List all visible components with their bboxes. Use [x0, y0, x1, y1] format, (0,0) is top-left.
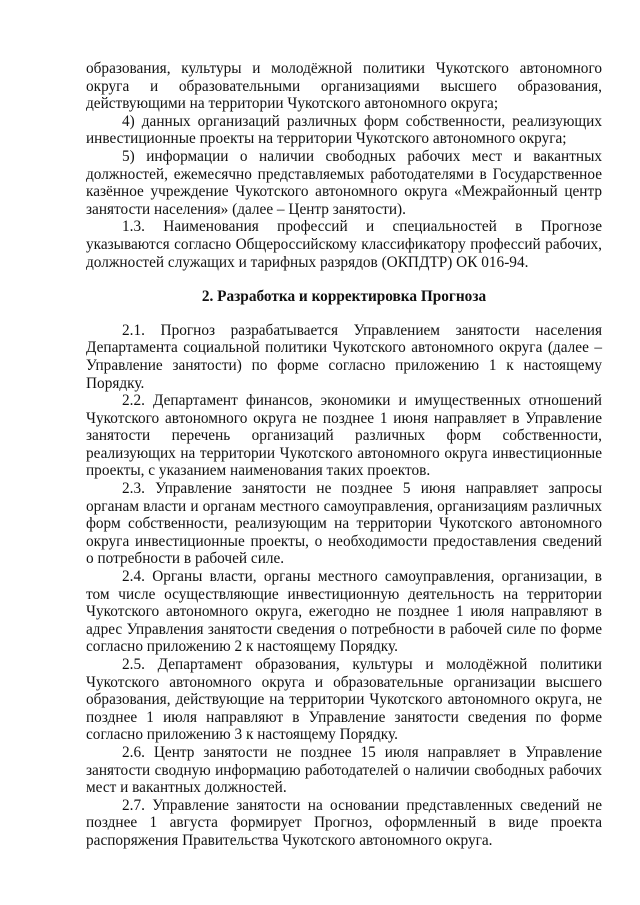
paragraph-item-4: 4) данных организаций различных форм собственности, реализующих инвестиционные проекты на территории Чукотского автономного округа;	[86, 112, 602, 148]
heading-spacer	[86, 306, 602, 322]
paragraph-2-7: 2.7. Управление занятости на основании представленных сведений не позднее 1 августа формирует Прогноз, оформленный в виде проекта распоряжения Правительства Чукотского автономного округа.	[86, 796, 602, 849]
paragraph-2-6: 2.6. Центр занятости не позднее 15 июля направляет в Управление занятости сводную информацию работодателей о наличии свободных рабочих мест и вакантных должностей.	[86, 743, 602, 797]
paragraph-2-3: 2.3. Управление занятости не позднее 5 июня направляет запросы органам власти и органам местного самоуправления, организациям различных форм собственности, реализующим на территории Чукотского автономного округа инвестиционные проекты, о необходимости предоставления сведений о потребности в рабочей силе.	[86, 480, 602, 568]
section-spacer	[86, 271, 602, 288]
paragraph-2-4: 2.4. Органы власти, органы местного самоуправления, организации, в том числе осуществляющие инвестиционную деятельность на территории Чукотского автономного округа, ежегодно не позднее 1 июля направляют в адрес Управления занятости сведения о потребности в рабочей силе по форме согласно приложению 2 к настоящему Порядку.	[86, 568, 602, 656]
paragraph-1-3: 1.3. Наименования профессий и специальностей в Прогнозе указываются согласно Общероссийскому классификатору профессий рабочих, должностей служащих и тарифных разрядов (ОКПДТР) ОК 016-94.	[86, 218, 602, 271]
document-page	[86, 60, 602, 850]
paragraph-continuation: образования, культуры и молодёжной политики Чукотского автономного округа и образовательными организациями высшего образования, действующими на территории Чукотского автономного округа;	[86, 60, 602, 113]
paragraph-item-5: 5) информации о наличии свободных рабочих мест и вакантных должностей, ежемесячно представляемых работодателями в Государственное казённое учреждение Чукотского автономного округа «Межрайонный центр занятости населения» (далее – Центр занятости).	[86, 147, 602, 218]
paragraph-2-5: 2.5. Департамент образования, культуры и молодёжной политики Чукотского автономного округа и образовательные организации высшего образования, действующие на территории Чукотского автономного округа, не позднее 1 июля направляют в Управление занятости сведения по форме согласно приложению 3 к настоящему Порядку.	[86, 656, 602, 744]
paragraph-2-2: 2.2. Департамент финансов, экономики и имущественных отношений Чукотского автономного округа не позднее 1 июня направляет в Управление занятости перечень организаций различных форм собственности, реализующих на территории Чукотского автономного округа инвестиционные проекты, с указанием наименования таких проектов.	[86, 392, 602, 480]
section-heading: 2. Разработка и корректировка Прогноза	[201, 288, 487, 306]
paragraph-2-1: 2.1. Прогноз разрабатывается Управлением занятости населения Департамента социальной политики Чукотского автономного округа (далее – Управление занятости) по форме согласно приложению 1 к настоящему Порядку.	[86, 321, 602, 392]
